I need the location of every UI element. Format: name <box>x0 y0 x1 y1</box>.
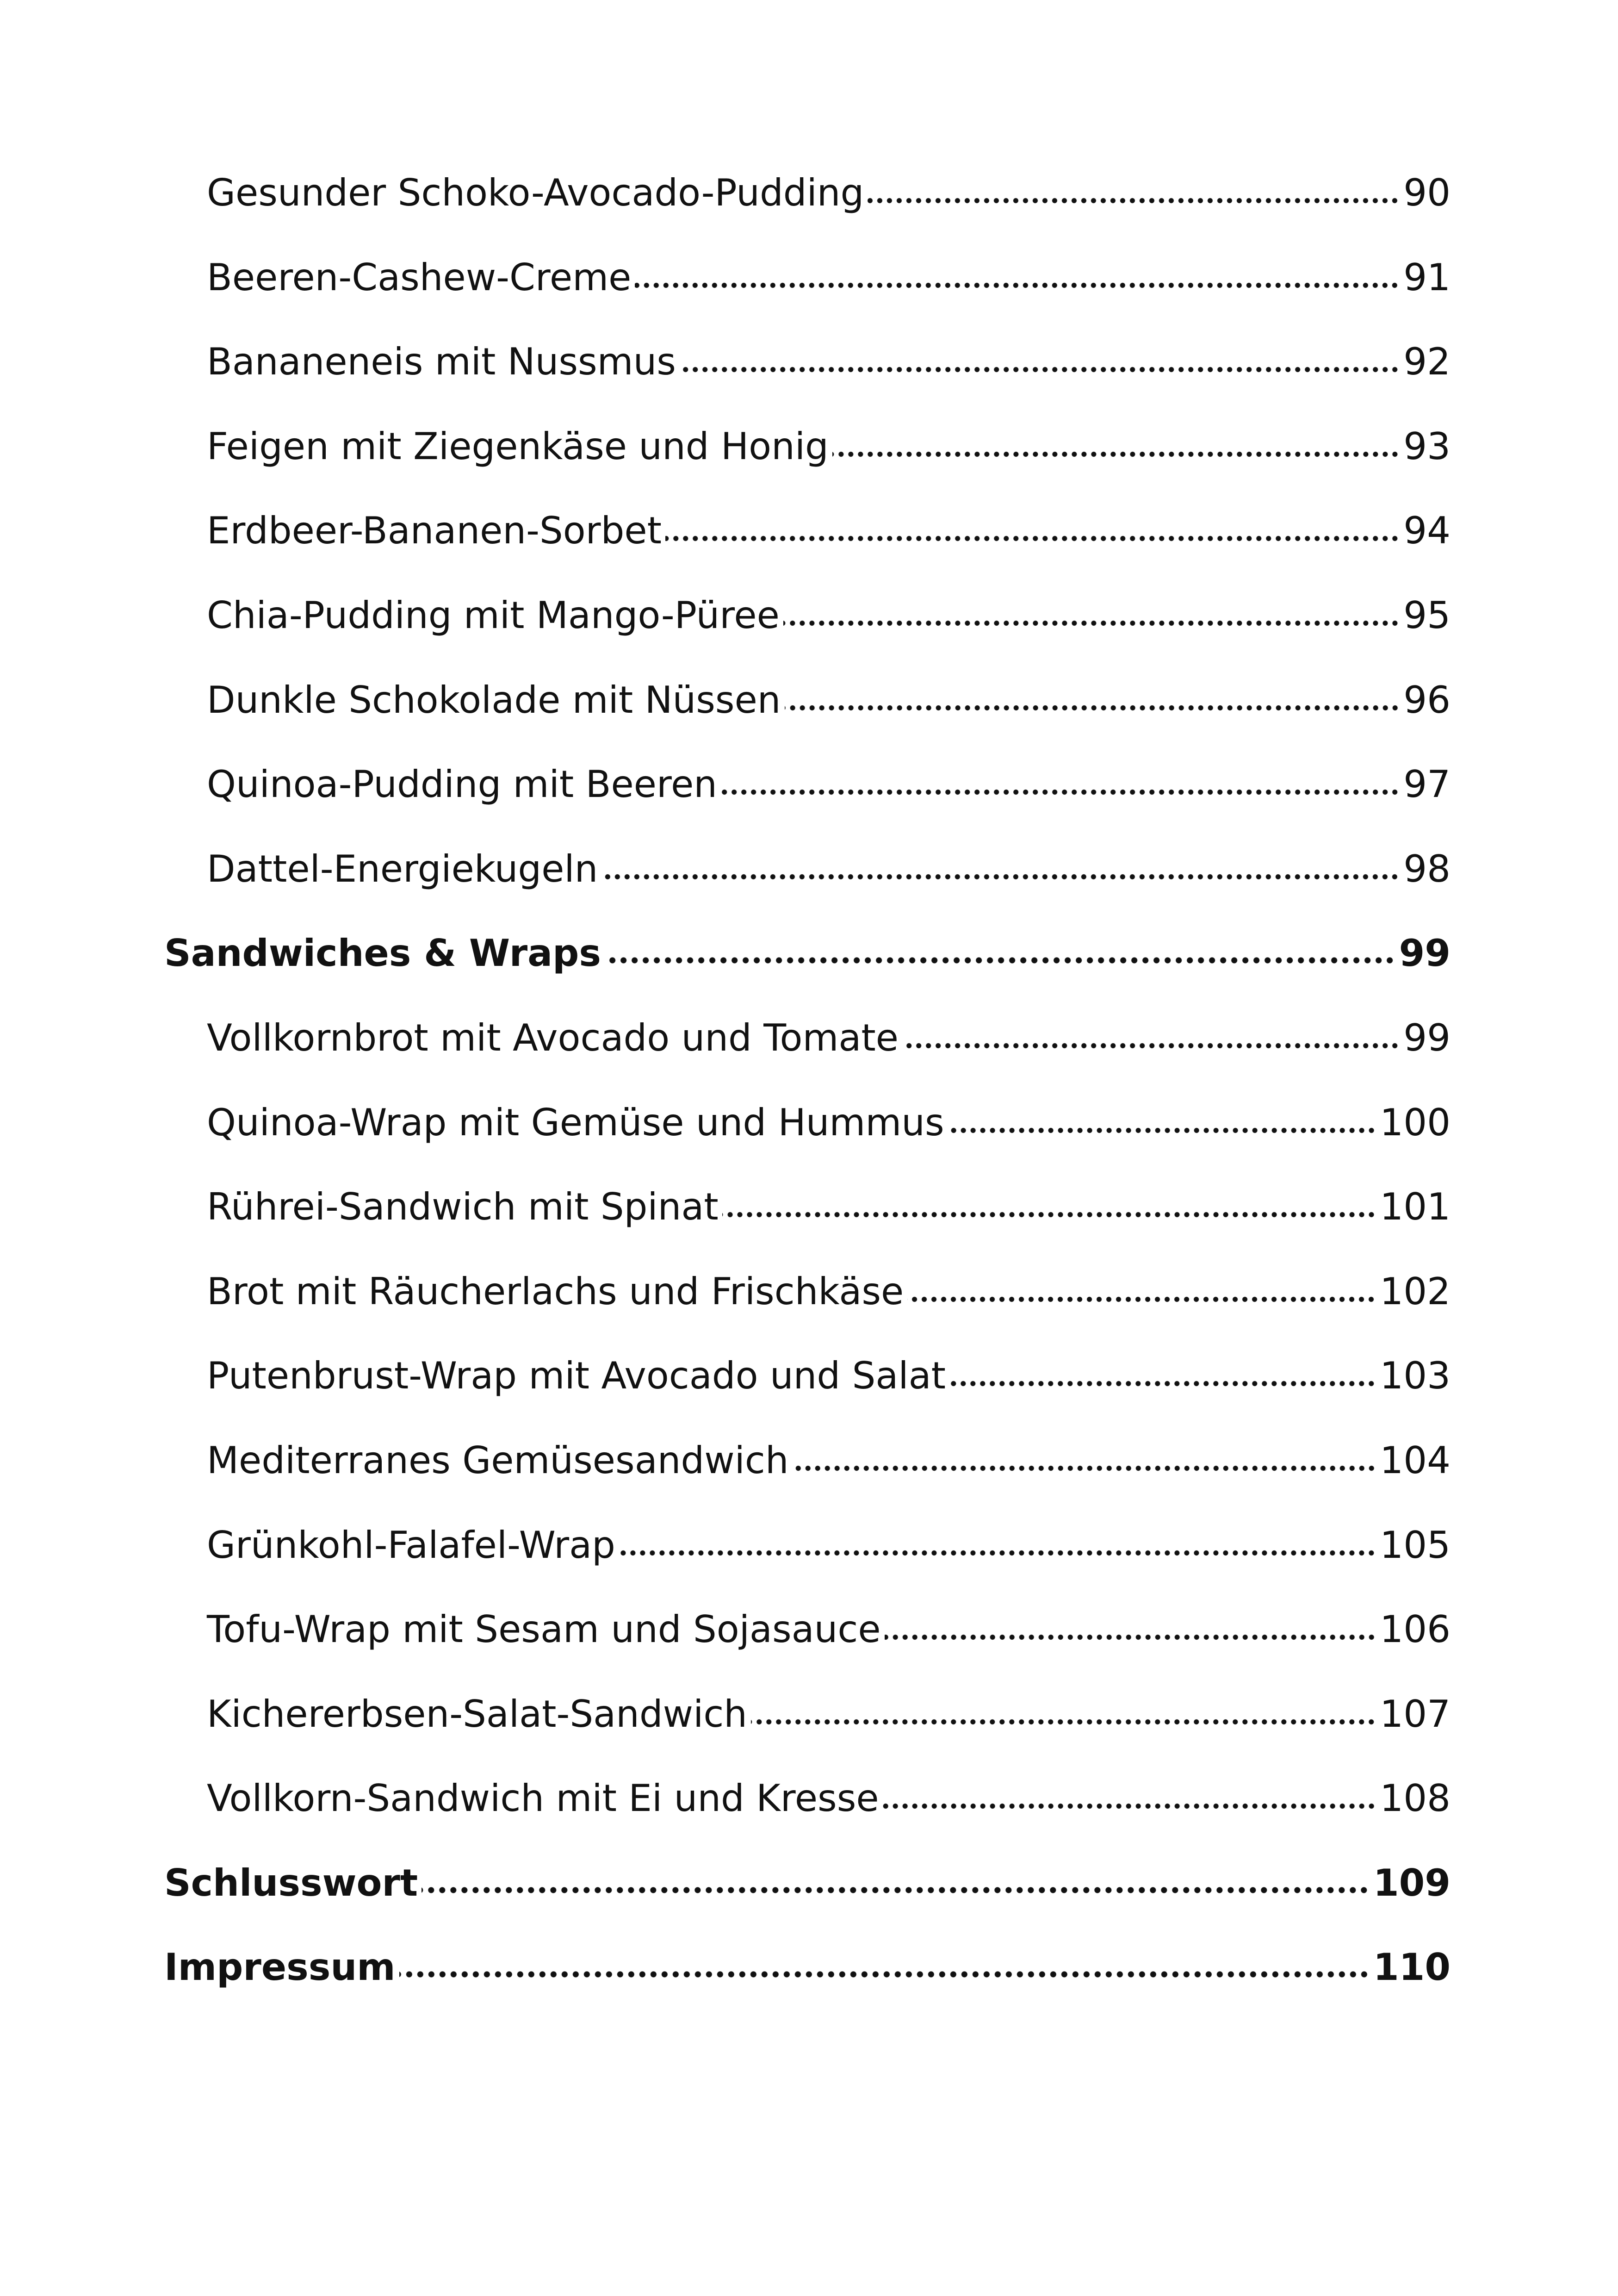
toc-dot-leader <box>665 525 1400 543</box>
toc-dot-leader <box>399 1961 1370 1980</box>
toc-dot-leader <box>949 1370 1376 1388</box>
toc-entry-page: 99 <box>1399 932 1451 975</box>
toc-entry-title: Schlusswort <box>164 1861 418 1904</box>
toc-entry[interactable] <box>164 742 1451 827</box>
toc-entry-page: 99 <box>1403 1016 1451 1059</box>
toc-entry-page: 109 <box>1373 1861 1451 1904</box>
toc-entry[interactable] <box>164 236 1451 320</box>
toc-entry-title: Dattel-Energiekugeln <box>207 847 598 890</box>
toc-entry-title: Mediterranes Gemüsesandwich <box>207 1438 789 1482</box>
toc-dot-leader <box>832 441 1400 459</box>
toc-entry[interactable] <box>164 1165 1451 1250</box>
toc-dot-leader <box>948 1117 1376 1135</box>
toc-entry[interactable] <box>164 1587 1451 1672</box>
toc-chapter-entry[interactable] <box>164 1925 1451 2010</box>
toc-entry-page: 103 <box>1380 1354 1451 1398</box>
toc-entry-page: 95 <box>1403 593 1451 637</box>
toc-entry-page: 97 <box>1403 763 1451 806</box>
toc-entry-page: 92 <box>1403 340 1451 384</box>
toc-entry[interactable] <box>164 151 1451 236</box>
toc-entry-title: Quinoa-Wrap mit Gemüse und Hummus <box>207 1101 944 1144</box>
toc-entry-title: Putenbrust-Wrap mit Avocado und Salat <box>207 1354 946 1398</box>
toc-entry-page: 108 <box>1380 1777 1451 1820</box>
toc-dot-leader <box>883 1792 1376 1811</box>
toc-entry-title: Gesunder Schoko-Avocado-Pudding <box>207 171 864 214</box>
toc-entry-page: 93 <box>1403 424 1451 468</box>
toc-entry-page: 96 <box>1403 678 1451 722</box>
toc-dot-leader <box>680 356 1400 374</box>
toc-entry-title: Bananeneis mit Nussmus <box>207 340 676 384</box>
toc-entry[interactable] <box>164 489 1451 573</box>
toc-entry-title: Impressum <box>164 1946 396 1989</box>
toc-entry-title: Beeren-Cashew-Creme <box>207 255 632 299</box>
toc-entry-page: 110 <box>1373 1946 1451 1989</box>
toc-entry-page: 101 <box>1380 1185 1451 1229</box>
toc-entry-title: Tofu-Wrap mit Sesam und Sojasauce <box>207 1608 881 1651</box>
toc-dot-leader <box>783 610 1400 628</box>
toc-entry-title: Brot mit Räucherlachs und Frischkäse <box>207 1269 904 1313</box>
toc-entry[interactable] <box>164 827 1451 912</box>
toc-entry[interactable] <box>164 1081 1451 1165</box>
toc-entry-title: Quinoa-Pudding mit Beeren <box>207 763 718 806</box>
toc-entry-page: 90 <box>1403 171 1451 214</box>
toc-entry-title: Grünkohl-Falafel-Wrap <box>207 1523 615 1567</box>
toc-entry-title: Feigen mit Ziegenkäse und Honig <box>207 424 829 468</box>
toc-entry-page: 100 <box>1380 1101 1451 1144</box>
toc-entry-title: Dunkle Schokolade mit Nüssen <box>207 678 781 722</box>
toc-entry-page: 107 <box>1380 1692 1451 1736</box>
toc-dot-leader <box>785 694 1400 713</box>
toc-entry-title: Vollkorn-Sandwich mit Ei und Kresse <box>207 1777 879 1820</box>
toc-entry-title: Sandwiches & Wraps <box>164 932 601 975</box>
toc-dot-leader <box>422 1877 1370 1896</box>
toc-entry-page: 106 <box>1380 1608 1451 1651</box>
toc-entry-page: 105 <box>1380 1523 1451 1567</box>
toc-dot-leader <box>605 947 1395 966</box>
toc-entry[interactable] <box>164 1672 1451 1757</box>
toc-dot-leader <box>868 187 1400 205</box>
toc-dot-leader <box>793 1455 1376 1473</box>
toc-entry[interactable] <box>164 1250 1451 1334</box>
toc-chapter-entry[interactable] <box>164 911 1451 996</box>
toc-dot-leader <box>751 1708 1376 1727</box>
toc-entry-page: 91 <box>1403 255 1451 299</box>
toc-dot-leader <box>601 863 1400 882</box>
toc-dot-leader <box>619 1539 1376 1558</box>
toc-entry-title: Chia-Pudding mit Mango-Püree <box>207 593 780 637</box>
toc-entry-title: Rührei-Sandwich mit Spinat <box>207 1185 719 1229</box>
toc-entry[interactable] <box>164 404 1451 489</box>
toc-entry-page: 94 <box>1403 509 1451 553</box>
toc-dot-leader <box>635 272 1400 290</box>
toc-entry-page: 98 <box>1403 847 1451 890</box>
toc-entry[interactable] <box>164 320 1451 404</box>
toc-entry-title: Kichererbsen-Salat-Sandwich <box>207 1692 748 1736</box>
toc-entry-title: Vollkornbrot mit Avocado und Tomate <box>207 1016 899 1059</box>
toc-entry[interactable] <box>164 1334 1451 1419</box>
toc-entry[interactable] <box>164 996 1451 1081</box>
toc-entry[interactable] <box>164 1503 1451 1588</box>
toc-dot-leader <box>885 1624 1376 1642</box>
toc-dot-leader <box>907 1286 1376 1304</box>
toc-entry[interactable] <box>164 1756 1451 1841</box>
toc-entry[interactable] <box>164 1419 1451 1503</box>
toc-dot-leader <box>721 778 1400 797</box>
toc-entry-page: 104 <box>1380 1438 1451 1482</box>
toc-entry-page: 102 <box>1380 1269 1451 1313</box>
toc-entry[interactable] <box>164 658 1451 743</box>
toc-entry-title: Erdbeer-Bananen-Sorbet <box>207 509 662 553</box>
table-of-contents <box>164 151 1451 2010</box>
toc-dot-leader <box>722 1201 1376 1220</box>
toc-chapter-entry[interactable] <box>164 1841 1451 1926</box>
toc-entry[interactable] <box>164 573 1451 658</box>
toc-dot-leader <box>902 1032 1400 1051</box>
